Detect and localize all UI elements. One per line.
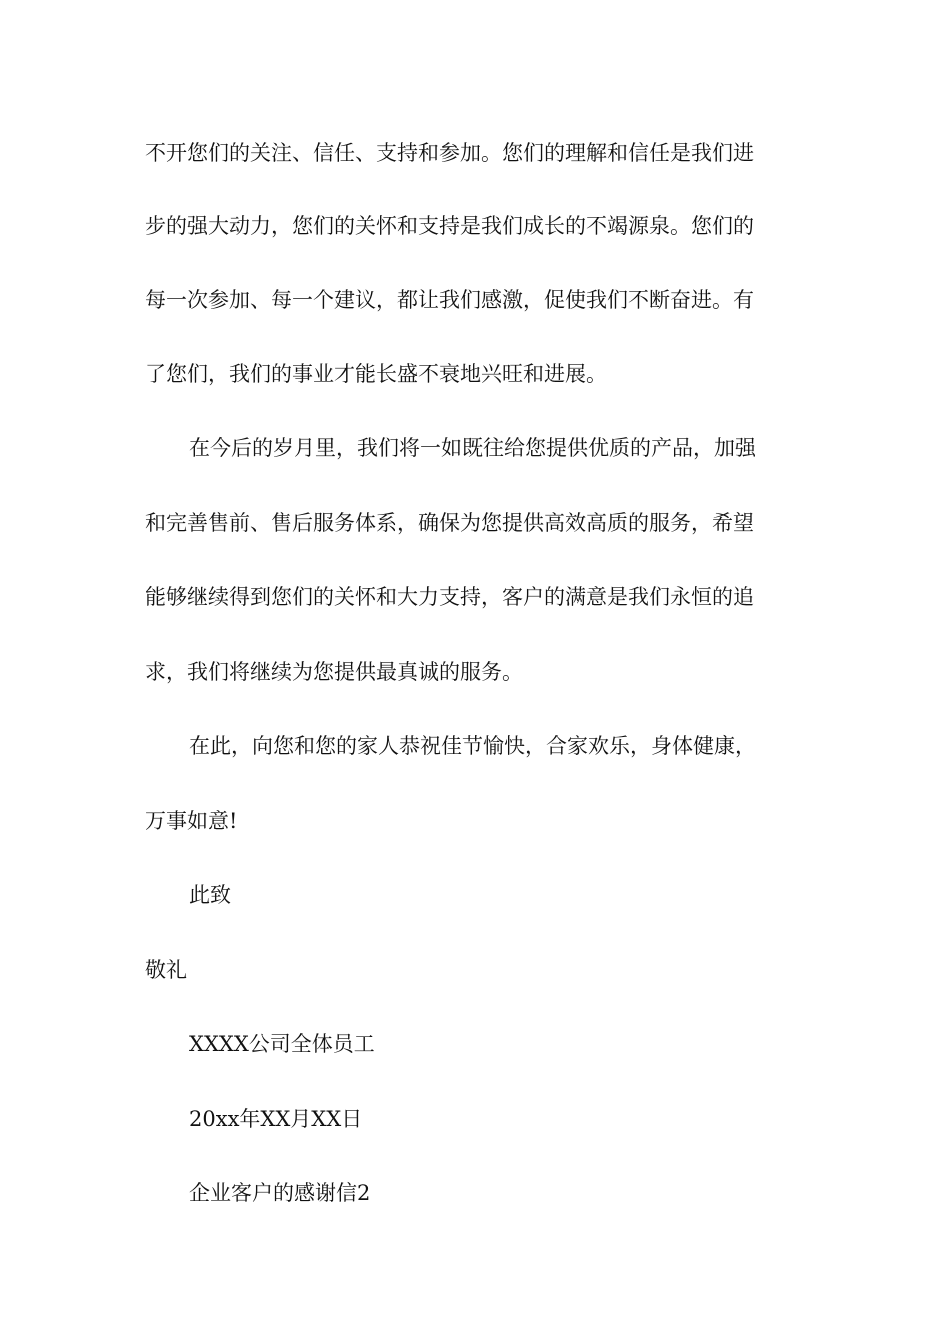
body-line-9: 在此，向您和您的家人恭祝佳节愉快，合家欢乐，身体健康， — [189, 734, 756, 758]
body-line-4: 了您们，我们的事业才能长盛不衰地兴旺和进展。 — [145, 362, 607, 386]
closing-jingli: 敬礼 — [145, 958, 187, 982]
signature-date: 20xx年XX月XX日 — [189, 1107, 363, 1131]
body-line-3: 每一次参加、每一个建议，都让我们感激，促使我们不断奋进。有 — [145, 288, 754, 312]
next-letter-title: 企业客户的感谢信2 — [189, 1181, 371, 1205]
body-line-1: 不开您们的关注、信任、支持和参加。您们的理解和信任是我们进 — [145, 141, 754, 165]
body-line-8: 求，我们将继续为您提供最真诚的服务。 — [145, 660, 523, 684]
body-line-7: 能够继续得到您们的关怀和大力支持，客户的满意是我们永恒的追 — [145, 585, 754, 609]
body-line-5: 在今后的岁月里，我们将一如既往给您提供优质的产品，加强 — [189, 436, 756, 460]
body-line-2: 步的强大动力，您们的关怀和支持是我们成长的不竭源泉。您们的 — [145, 214, 754, 238]
body-line-10: 万事如意! — [145, 809, 238, 833]
signature-company: XXXX公司全体员工 — [189, 1032, 375, 1056]
body-line-6: 和完善售前、售后服务体系，确保为您提供高效高质的服务，希望 — [145, 511, 754, 535]
closing-cizhi: 此致 — [189, 883, 231, 907]
